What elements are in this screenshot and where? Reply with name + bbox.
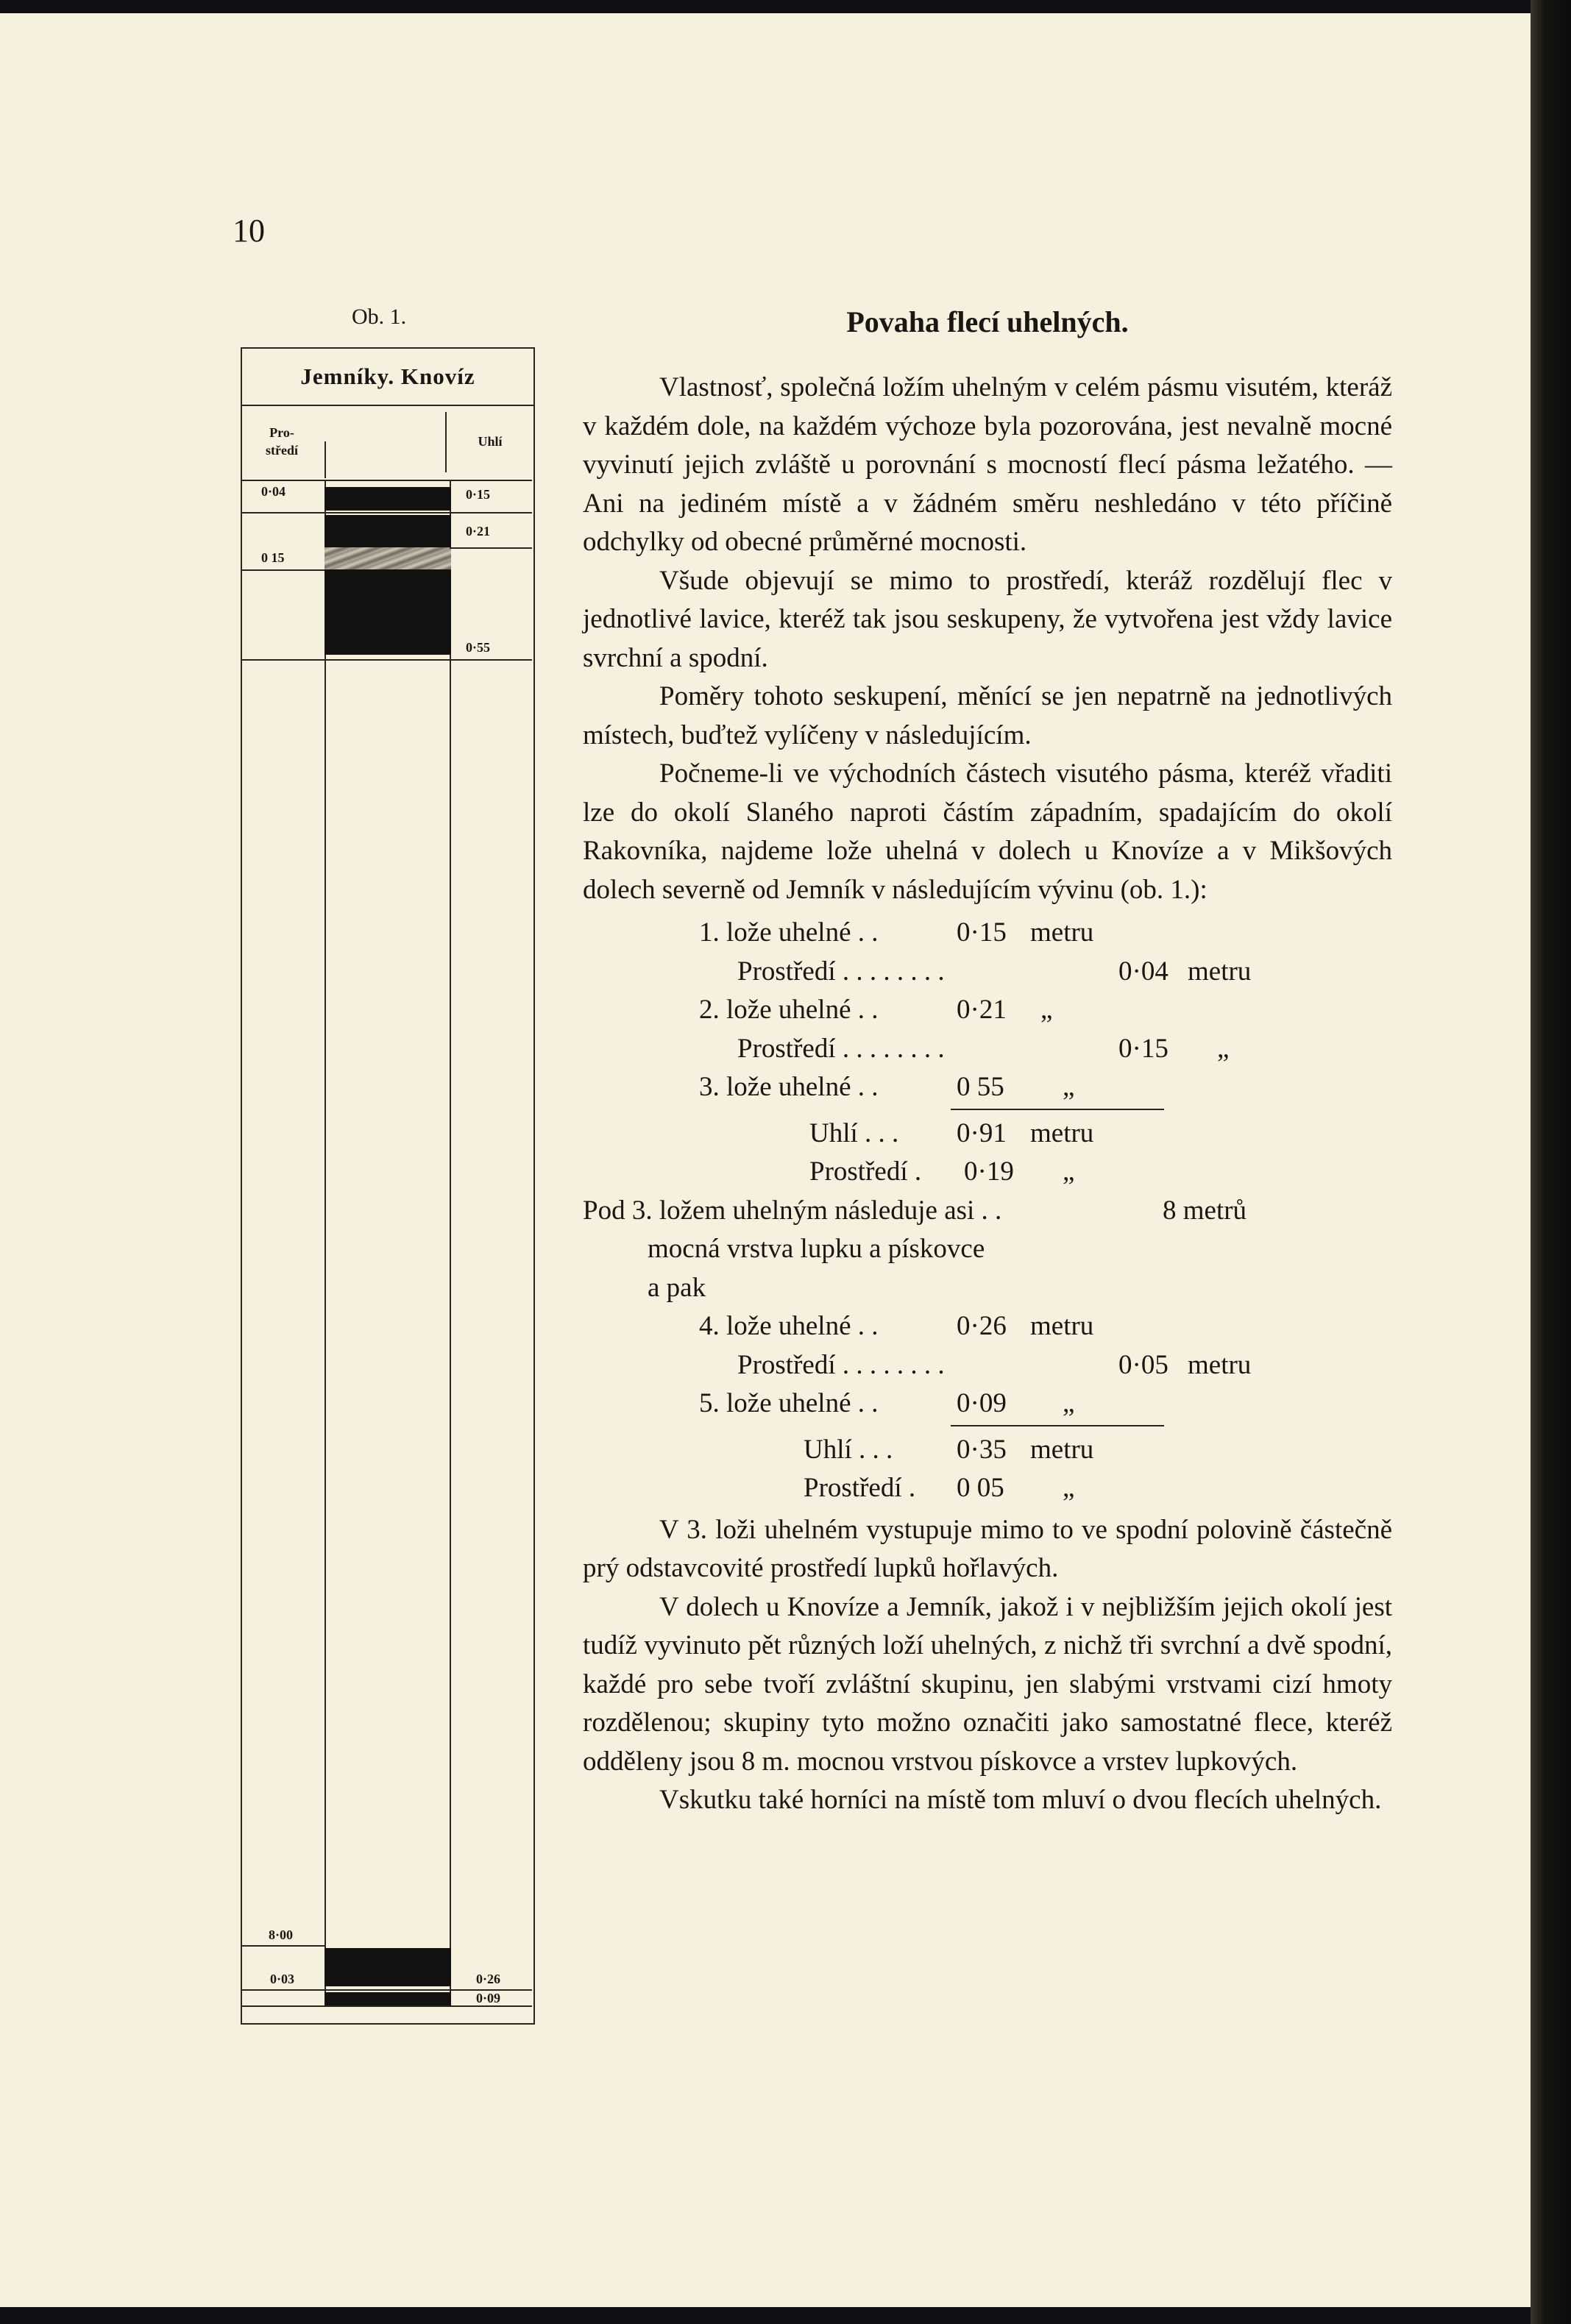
page-number: 10 <box>233 213 265 249</box>
table-row: 4. lože uhelné . . 0·26 metru <box>699 1311 1094 1341</box>
paragraph: V dolech u Knovíze a Jemník, jakož i v nejbližším jejich okolí jest tudíž vyvinuto pět různých loží uhelných, z nichž tři svrchní a dvě spodní, každé pro sebe tvoří zvláštní skupinu, jen slabými vrstvami cizí hmoty rozdělenou; skupiny tyto možno označiti jako samostatné flece, kteréž odděleny jsou 8 m. mocnou vrstvou pískovce a vrstev lupkových. <box>583 1591 1392 1777</box>
coal-seam-2 <box>325 515 451 547</box>
coal-seam-5 <box>325 1992 451 2005</box>
label-prostredi-1: 0·04 <box>261 484 286 499</box>
sum-row-prostredi: Prostředí . 0 05 „ <box>804 1473 1075 1503</box>
table-row: Prostředí . . . . . . . . 0·05 metru <box>737 1349 1252 1380</box>
text-column <box>583 305 1392 1820</box>
paragraph: Vskutku také horníci na místě tom mluví o dvou flecích uhelných. <box>659 1785 1382 1815</box>
title-divider <box>241 405 535 406</box>
tick-rule <box>450 547 532 549</box>
note-row: mocná vrstva lupku a pískovce <box>648 1234 985 1264</box>
label-uhli-5: 0·09 <box>476 1991 501 2005</box>
section-heading: Povaha flecí uhelných. <box>846 305 1129 338</box>
paragraph: Vlastnosť, společná ložím uhelným v celém pásmu visutém, kteráž v každém dole, na každém výchoze byla pozorována, jest nevalně mocné vyvinutí jejich zvláště u porovnání s mocností flecí pásma ležatého. — Ani na jediném místě a v žádném směru neshledáno v této příčině odchylky od obecné průměrné mocnosti. <box>583 372 1392 557</box>
label-prostredi-2: 0 15 <box>261 550 285 565</box>
sum-rule <box>583 1424 1392 1431</box>
tick-rule <box>241 569 325 571</box>
note-row: Pod 3. ložem uhelným následuje asi . . 8 metrů <box>583 1195 1247 1226</box>
sum-row-coal: Uhlí . . . 0·91 metru <box>809 1117 1094 1148</box>
label-uhli-3: 0·55 <box>466 640 491 655</box>
right-header-tick <box>445 412 447 472</box>
table-row: 2. lože uhelné . . 0·21 „ <box>699 995 1053 1025</box>
book-page <box>0 13 1531 2307</box>
label-prostredi-4: 0·03 <box>270 1972 295 1986</box>
table-row: 5. lože uhelné . . 0·09 „ <box>699 1388 1075 1418</box>
tick-rule <box>241 659 532 661</box>
shale-band <box>325 547 451 569</box>
left-header-tick <box>325 441 326 478</box>
sum-rule <box>583 1107 1392 1115</box>
paragraph: Všude objevují se mimo to prostředí, kteráž rozdělují flec v jednotlivé lavice, kteréž tak jsou seskupeny, že vytvořena jest vždy lavice svrchní a spodní. <box>583 565 1392 673</box>
col-right-header: Uhlí <box>478 434 503 449</box>
coal-seam-4 <box>325 1948 451 1986</box>
figure-caption: Ob. 1. <box>352 305 407 329</box>
stratigraphic-column-figure <box>241 347 535 2023</box>
paragraph: V 3. loži uhelném vystupuje mimo to ve spodní polovině částečně prý odstavcovité prostředí lupků hořlavých. <box>583 1514 1392 1583</box>
tick-rule <box>241 512 532 514</box>
sum-row-prostredi: Prostředí . 0·19 „ <box>809 1156 1075 1187</box>
coal-seam-1 <box>325 487 451 511</box>
column-right-edge <box>450 480 451 2005</box>
tick-rule <box>241 480 532 481</box>
tick-rule <box>241 1945 325 1947</box>
column-left-edge <box>325 480 326 2005</box>
table-row: 1. lože uhelné . . 0·15 metru <box>699 917 1094 948</box>
paragraph: Poměry tohoto seskupení, měnící se jen nepatrně na jednotlivých místech, buďtež vylíčeny v následujícím. <box>583 681 1392 750</box>
coal-seam-3 <box>325 569 451 655</box>
figure-title: Jemníky. Knovíz <box>300 363 475 389</box>
book-spine-edge <box>1531 0 1571 2324</box>
table-row: Prostředí . . . . . . . . 0·15 „ <box>737 1033 1230 1064</box>
table-row: Prostředí . . . . . . . . 0·04 metru <box>737 956 1252 987</box>
note-row: a pak <box>648 1272 706 1303</box>
label-uhli-1: 0·15 <box>466 487 491 502</box>
label-uhli-2: 0·21 <box>466 524 491 539</box>
paragraph: Počneme-li ve východních částech visutého pásma, kteréž vřaditi lze do okolí Slaného naproti částím západním, spadajícím do okolí Rakovníka, najdeme lože uhelná v dolech u Knovíze a v Mikšových dolech severně od Jemník v následujícím vývinu (ob. 1.): <box>583 758 1392 905</box>
table-row: 3. lože uhelné . . 0 55 „ <box>699 1072 1075 1102</box>
col-left-header: Pro- středí <box>266 425 298 458</box>
sum-row-coal: Uhlí . . . 0·35 metru <box>804 1434 1094 1465</box>
label-prostredi-3: 8·00 <box>269 1927 294 1942</box>
label-uhli-4: 0·26 <box>476 1972 501 1986</box>
